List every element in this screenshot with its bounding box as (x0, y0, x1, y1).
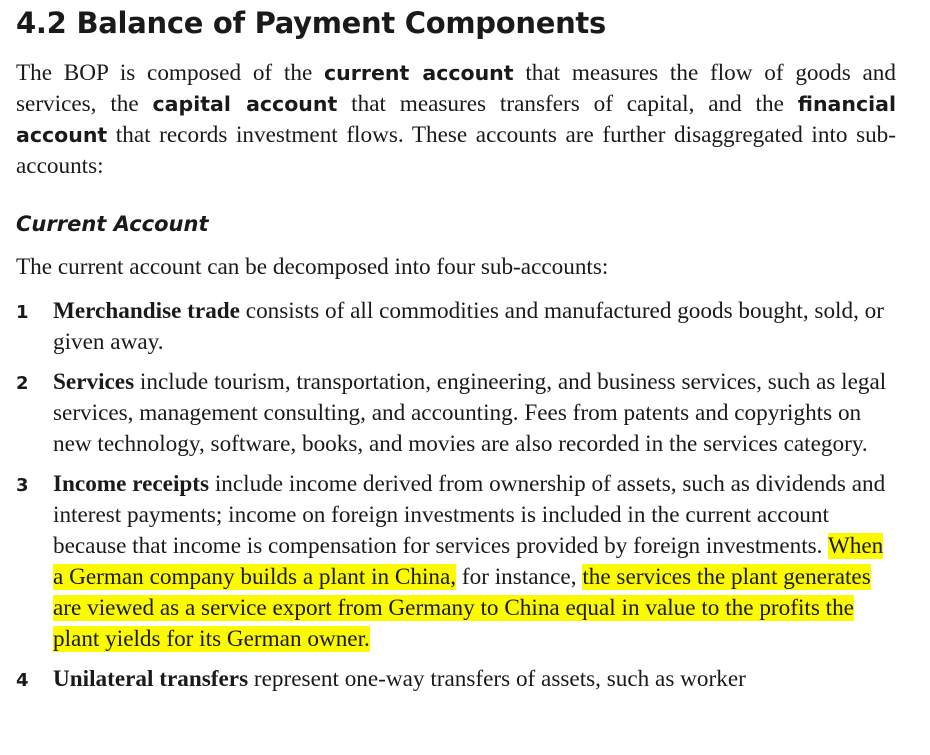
highlighted-text: When a German company builds a plant in China, (53, 533, 884, 590)
term-financial-account: financial account (16, 92, 897, 147)
list-item-term: Services (53, 369, 135, 395)
current-account-heading: Current Account (16, 212, 209, 236)
section-number: 4.2 (16, 6, 67, 40)
intro-text-1: The BOP is composed of the (16, 60, 324, 86)
list-item-text: consists of all commodities and manufactured goods bought, sold, or given away. (53, 298, 884, 355)
list-item-number: 4 (16, 670, 29, 691)
list-item-text: represent one-way transfers of assets, such as worker (248, 666, 746, 692)
list-item-number: 1 (16, 302, 29, 323)
list-item-text: include tourism, transportation, engineering, and business services, such as legal services, management consulting, and accounting. Fees from patents and copyrights on new technology, software, books, and movies are also recorded in the services category. (53, 369, 887, 457)
list-item-text: include income derived from ownership of assets, such as dividends and interest payments; income on foreign investments is included in the current account because that income is compensation for services provided by foreign investments. (53, 471, 886, 559)
list-item-term: Merchandise trade (53, 298, 240, 324)
list-item-term: Income receipts (53, 471, 210, 497)
list-item (16, 296, 896, 358)
sub-account-list (16, 296, 896, 704)
current-account-lead: The current account can be decomposed into four sub-accounts: (16, 254, 609, 280)
term-capital-account: capital account (152, 92, 338, 116)
list-item (16, 469, 896, 655)
list-item (16, 367, 896, 460)
highlighted-text: the services the plant generates are viewed as a service export from Germany to China equal in value to the profits the plant yields for its German owner. (53, 564, 871, 652)
list-item-number: 2 (16, 373, 29, 394)
intro-text-2: that measures the flow of goods and services, the (16, 60, 896, 117)
list-item-term: Unilateral transfers (53, 666, 249, 692)
section-heading (16, 6, 606, 40)
list-item-number: 3 (16, 475, 29, 496)
term-current-account: current account (324, 61, 514, 85)
intro-text-4: that records investment flows. These accounts are further disaggregated into sub-accounts: (16, 122, 896, 179)
list-item-text: for instance, (456, 564, 583, 590)
list-item (16, 664, 896, 695)
section-title: Balance of Payment Components (76, 6, 606, 40)
intro-text-3: that measures transfers of capital, and the (337, 91, 798, 117)
intro-paragraph (16, 58, 896, 182)
